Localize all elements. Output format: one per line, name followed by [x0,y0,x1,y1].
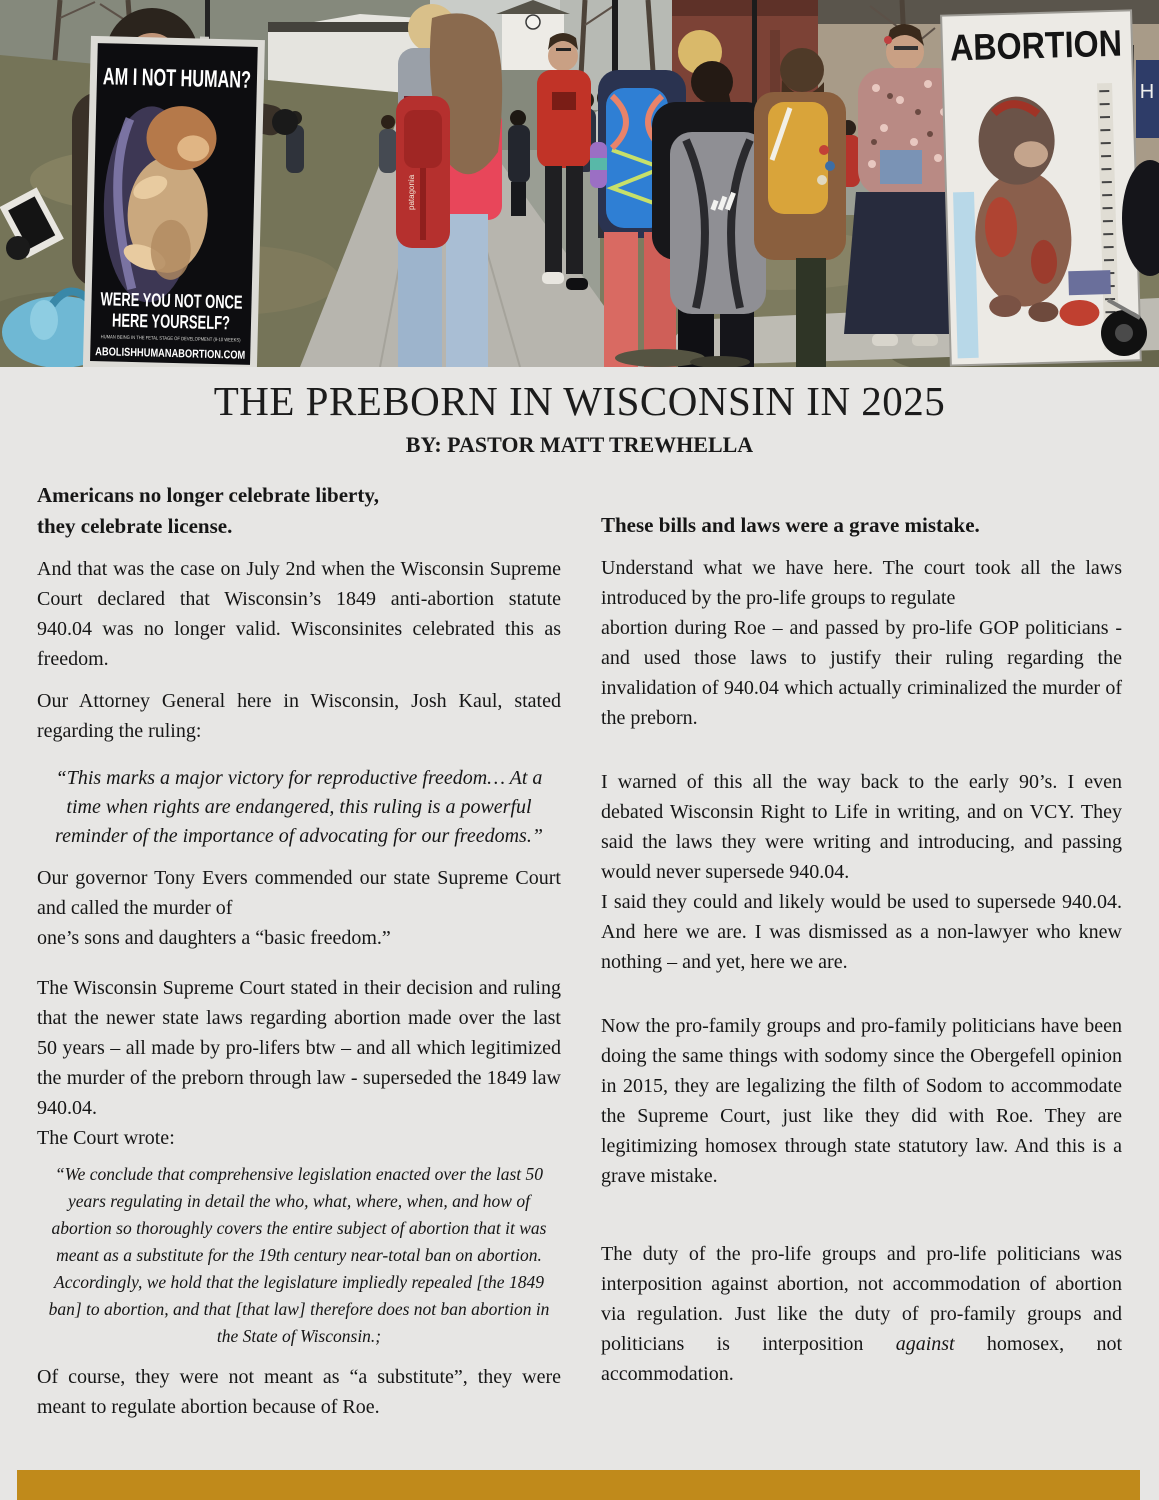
campus-protest-photo [0,0,1159,367]
paragraph-segment: homosex, not accommodation. [601,1333,1123,1385]
lead-line: they celebrate license. [37,514,233,538]
paragraph: Now the pro-family groups and pro-family politicians have been doing the same things with sodomy since the Obergefell opinion in 2015, they are legalizing the filth of Sodom to accommodate the Supreme Court, just like they did with Roe. They are legitimizing homosex through state statutory law. And this is a grave mistake. [601,1015,1122,1187]
paragraph-segment: The duty of the pro-life groups and pro-life politicians was interposition against abortion, not accommodation of abortion via regulation. Just like the duty of pro-family groups and politicians is interposition [601,1243,1122,1355]
paragraph [601,553,1122,733]
paragraph: Of course, they were not meant as “a substitute”, they were meant to regulate abortion because of Roe. [37,1366,561,1418]
clock-icon [526,15,540,29]
left-sign-question-line2: HERE YOURSELF? [111,310,286,336]
paragraph-line: I warned of this all the way back to the early 90’s. I even debated Wisconsin Right to Life in writing, and on VCY. They said the laws they were writing and introducing, and passing would never supersede 940.04. [601,771,1122,883]
left-column [37,480,561,1434]
byline: BY: PASTOR MATT TREWHELLA [405,432,754,457]
footer-gold-bar [17,1470,1140,1500]
paragraph: And that was the case on July 2nd when the Wisconsin Supreme Court declared that Wisconsin’s 1849 anti-abortion statute 940.04 was no longer valid. Wisconsinites celebrated this as freedom. [37,558,561,670]
paragraph [601,767,1122,977]
paragraph: Our Attorney General here in Wisconsin, Josh Kaul, stated regarding the ruling: [37,690,561,742]
italic-word: against [895,1333,955,1355]
mustard-backpack [768,102,828,214]
article-body [0,480,1159,1434]
kaul-quote: “This marks a major victory for reproductive freedom… At a time when rights are endangered, this ruling is a powerful reminder of the importance of advocating for our freedoms.” [55,767,543,847]
right-column-lead-heading: These bills and laws were a grave mistake. [601,513,980,537]
black-shoe [566,278,588,290]
glove [6,236,30,260]
denim-shirt [880,150,922,184]
paragraph-line: abortion during Roe – and passed by pro-life GOP politicians - and used those laws to justify their ruling regarding the invalidation of 940.04 which actually criminalized the murder of the preborn. [601,617,1122,729]
pedestrian [379,115,397,173]
gray-adidas-backpack [670,132,766,314]
left-sign-small-print: HUMAN BEING IN THE FETAL STAGE OF DEVELOPMENT (9-10 WEEKS) [100,334,270,345]
right-column [601,480,1122,1434]
campus-photo-illustration [0,0,1159,367]
left-sign-headline: AM I NOT HUMAN? [102,63,322,96]
left-sign-question-line1: WERE YOU NOT ONCE [100,289,310,316]
shoe [872,334,898,346]
paragraph-line: The Wisconsin Supreme Court stated in their decision and ruling that the newer state laws regarding abortion made over the last 50 years – all made by pro-lifers btw – and all which legitimized the murder of the preborn through law - superseded the 1849 law 940.04. [37,977,561,1119]
shoe [912,334,938,346]
masthead [0,367,1159,458]
glove [272,109,298,135]
lead-line: Americans no longer celebrate liberty, [37,483,379,507]
glasses [556,48,571,51]
paragraph [37,863,561,953]
paragraph-line: Understand what we have here. The court took all the laws introduced by the pro-life groups to regulate [601,557,1122,609]
paragraph-line: The Court wrote: [37,1127,175,1149]
paragraph-line: one’s sons and daughters a “basic freedom.” [37,927,391,949]
info-plaque [1068,270,1111,295]
backpack-brand-label: patagonia [407,174,416,210]
court-quote: “We conclude that comprehensive legislation enacted over the last 50 years regulating in detail the who, what, where, when, and how of abortion so thoroughly covers the entire subject of abortion that it was meant as a substitute for the 19th century near-total ban on abortion. Accordingly, we hold that the legislature impliedly repealed [the 1849 ban] to abortion, and that [that law] therefore does not ban abortion in the State of Wisconsin.; [48,1164,550,1346]
left-column-lead-heading [37,480,561,542]
left-protest-sign [83,34,322,367]
building-banner-letter: H [1139,81,1155,103]
paragraph-line: Our governor Tony Evers commended our state Supreme Court and called the murder of [37,867,561,919]
right-protest-sign [941,10,1148,365]
paragraph [601,1239,1122,1389]
white-shoe [542,272,564,284]
page-title: THE PREBORN IN WISCONSIN IN 2025 [213,378,946,424]
glasses [894,46,918,50]
left-sign-website: ABOLISHHUMANABORTION.COM [95,346,282,363]
hair-clip [884,36,892,44]
paragraph [37,973,561,1153]
right-sign-headline: ABORTION [949,21,1148,69]
paragraph-line: I said they could and likely would be used to supersede 940.04. And here we are. I was dismissed as a non-lawyer who knew nothing – and yet, here we are. [601,891,1122,973]
